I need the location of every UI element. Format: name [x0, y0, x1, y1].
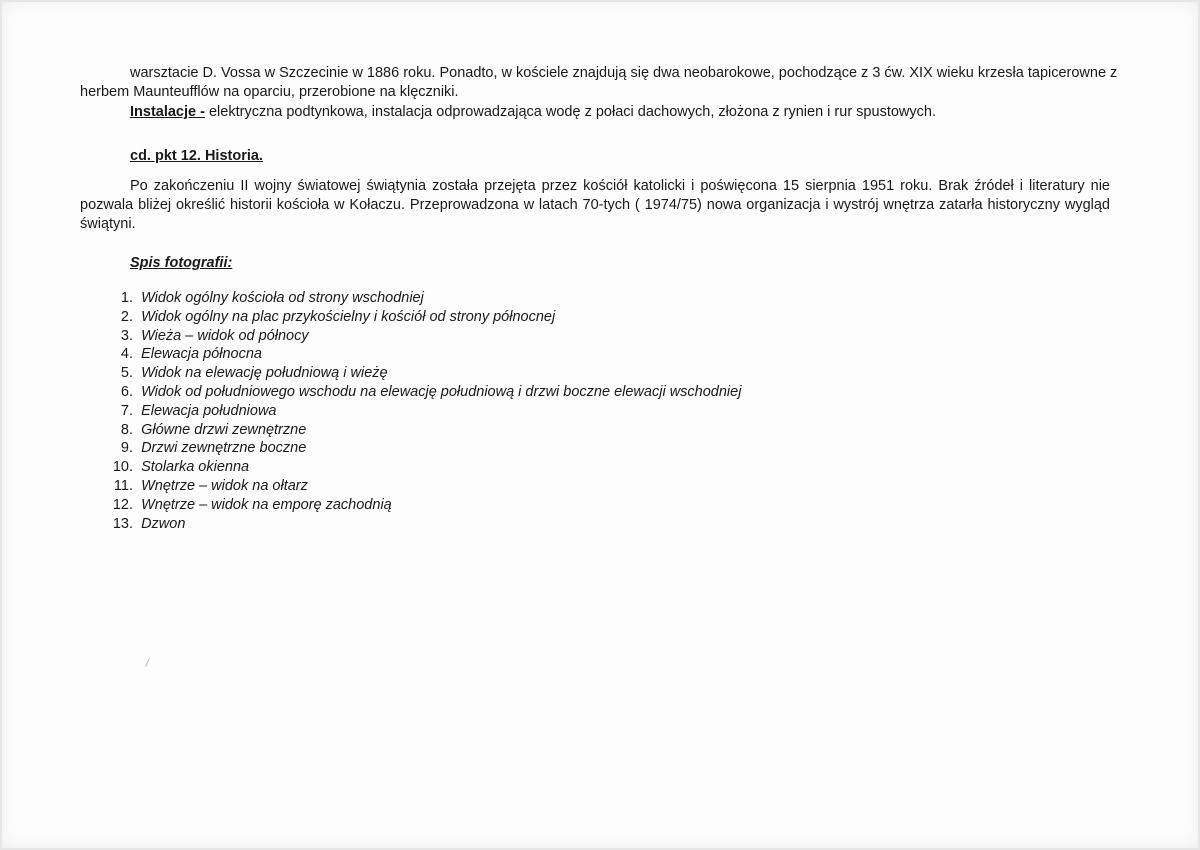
list-item-text: Wieża – widok od północy — [141, 327, 309, 344]
list-item-number: 9. — [120, 440, 133, 457]
list-item-number: 10. — [112, 459, 133, 476]
paragraph-history: Po zakończeniu II wojny światowej świątynia została przejęta przez kościół katolicki i poświęcona 15 sierpnia 1951 roku. Brak źródeł i literatury nie pozwala bliżej określić historii kościoła w Kołaczu. Przeprowadzona w latach 70-tych ( 1974/75) nowa organizacja i wystrój wnętrza zatarła historyczny wygląd świątyni. — [80, 178, 1110, 232]
list-item-number: 1. — [120, 290, 133, 306]
installations-text: elektryczna podtynkowa, instalacja odprowadzająca wodę z połaci dachowych, złożona z rynien i rur spustowych. — [204, 104, 936, 120]
list-item — [100, 308, 741, 327]
list-item-number: 7. — [120, 402, 133, 419]
list-item-number: 5. — [120, 365, 133, 382]
list-item-text: Widok na elewację południową i wieżę — [141, 365, 388, 382]
list-item — [100, 402, 741, 421]
list-item-text: Drzwi zewnętrzne boczne — [141, 440, 307, 457]
installations-line — [130, 103, 936, 122]
list-item-number: 4. — [120, 346, 133, 363]
list-item-text: Widok od południowego wschodu na elewację południową i drzwi boczne elewacji wschodniej — [141, 383, 742, 400]
list-item — [100, 364, 741, 383]
list-item — [100, 345, 741, 364]
list-item-text: Elewacja północna — [141, 346, 262, 363]
list-item — [100, 515, 741, 534]
list-item — [100, 327, 741, 346]
list-item — [100, 477, 741, 496]
list-item — [100, 383, 741, 402]
pencil-mark — [145, 658, 150, 667]
list-item-number: 3. — [120, 327, 133, 344]
list-item-number: 13. — [112, 515, 133, 532]
list-item-text: Stolarka okienna — [141, 459, 250, 476]
paragraph-furnishings: warsztacie D. Vossa w Szczecinie w 1886 roku. Ponadto, w kościele znajdują się dwa neobarokowe, pochodzące z 3 ćw. XIX wieku krzesła tapicerowne z herbem Maunteufflów na oparciu, przerobione na klęczniki. — [80, 65, 1118, 100]
list-item — [100, 421, 741, 440]
list-item-number: 12. — [112, 496, 133, 513]
list-item-text: Widok ogólny kościoła od strony wschodniej — [141, 290, 424, 306]
list-item-text: Elewacja południowa — [141, 402, 277, 419]
list-item — [100, 496, 741, 515]
list-item-text: Dzwon — [141, 515, 186, 532]
list-item-text: Wnętrze – widok na emporę zachodnią — [141, 496, 392, 513]
list-item-text: Wnętrze – widok na ołtarz — [141, 477, 308, 494]
photo-list — [100, 289, 741, 533]
photo-list-heading: Spis fotografii: — [130, 255, 233, 271]
list-item — [100, 458, 741, 477]
list-item — [100, 439, 741, 458]
installations-label: Instalacje - — [130, 104, 205, 120]
list-item-text: Widok ogólny na plac przykościelny i kościół od strony północnej — [141, 308, 556, 325]
list-item-text: Główne drzwi zewnętrzne — [141, 421, 307, 438]
list-item-number: 6. — [120, 383, 133, 400]
list-item — [100, 289, 741, 308]
list-item-number: 8. — [120, 421, 133, 438]
list-item-number: 11. — [113, 477, 133, 494]
history-heading: cd. pkt 12. Historia. — [130, 148, 263, 164]
list-item-number: 2. — [120, 308, 133, 325]
